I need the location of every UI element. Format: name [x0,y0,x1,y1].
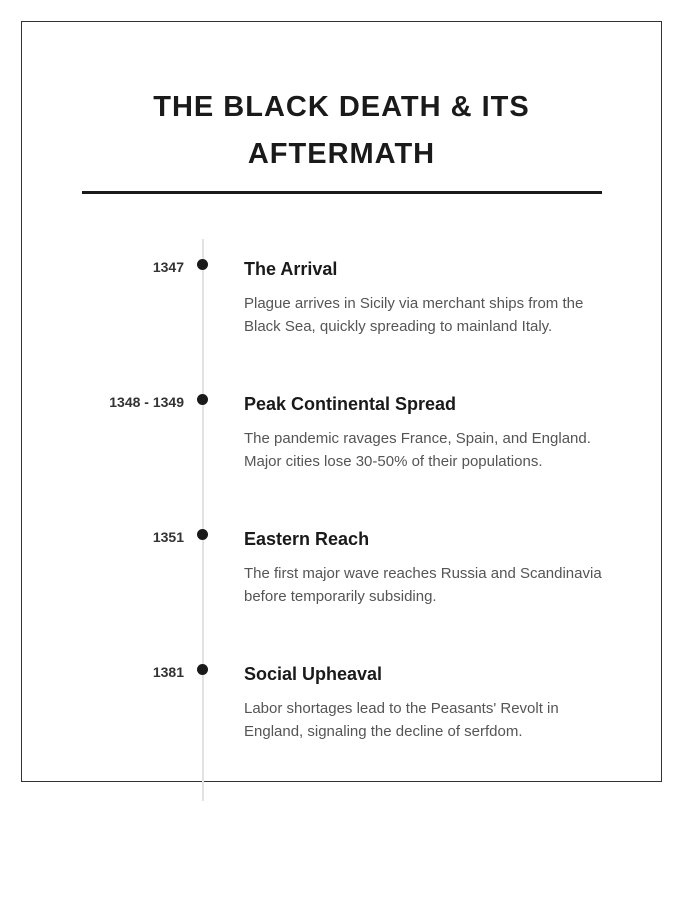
timeline-item-title: Social Upheaval [244,664,383,684]
timeline-dot-icon [197,259,208,270]
title-divider [82,191,602,194]
timeline-item-title: Peak Continental Spread [244,394,457,414]
timeline-year: 1347 [152,259,184,275]
timeline-item-description: The first major wave reaches Russia and Scandinavia before temporarily subsiding. [244,565,602,605]
timeline-dot-icon [197,664,208,675]
timeline-dot-icon [197,529,208,540]
timeline-item-description: Plague arrives in Sicily via merchant ships from the Black Sea, quickly spreading to mainland Italy. [244,295,584,335]
timeline-dot-icon [197,394,208,405]
timeline-item [22,526,661,608]
timeline [22,256,661,743]
timeline-year: 1351 [152,529,184,545]
timeline-item-content [244,661,602,743]
timeline-item-title: Eastern Reach [244,529,370,549]
page-title-line1: THE BLACK DEATH & ITS [153,91,530,123]
timeline-item-description: Labor shortages lead to the Peasants' Revolt in England, signaling the decline of serfdom. [244,700,559,740]
timeline-item [22,256,661,338]
timeline-year: 1381 [152,664,184,680]
timeline-year: 1348 - 1349 [109,394,184,410]
page-title [22,84,661,178]
timeline-item [22,661,661,743]
timeline-item-content [244,391,602,473]
page-card [21,21,662,782]
timeline-item-content [244,256,602,338]
timeline-item-description: The pandemic ravages France, Spain, and England. Major cities lose 30-50% of their populations. [244,430,591,470]
page-title-line2: AFTERMATH [247,138,436,170]
timeline-item-title: The Arrival [244,259,338,279]
timeline-item [22,391,661,473]
timeline-item-content [244,526,602,608]
